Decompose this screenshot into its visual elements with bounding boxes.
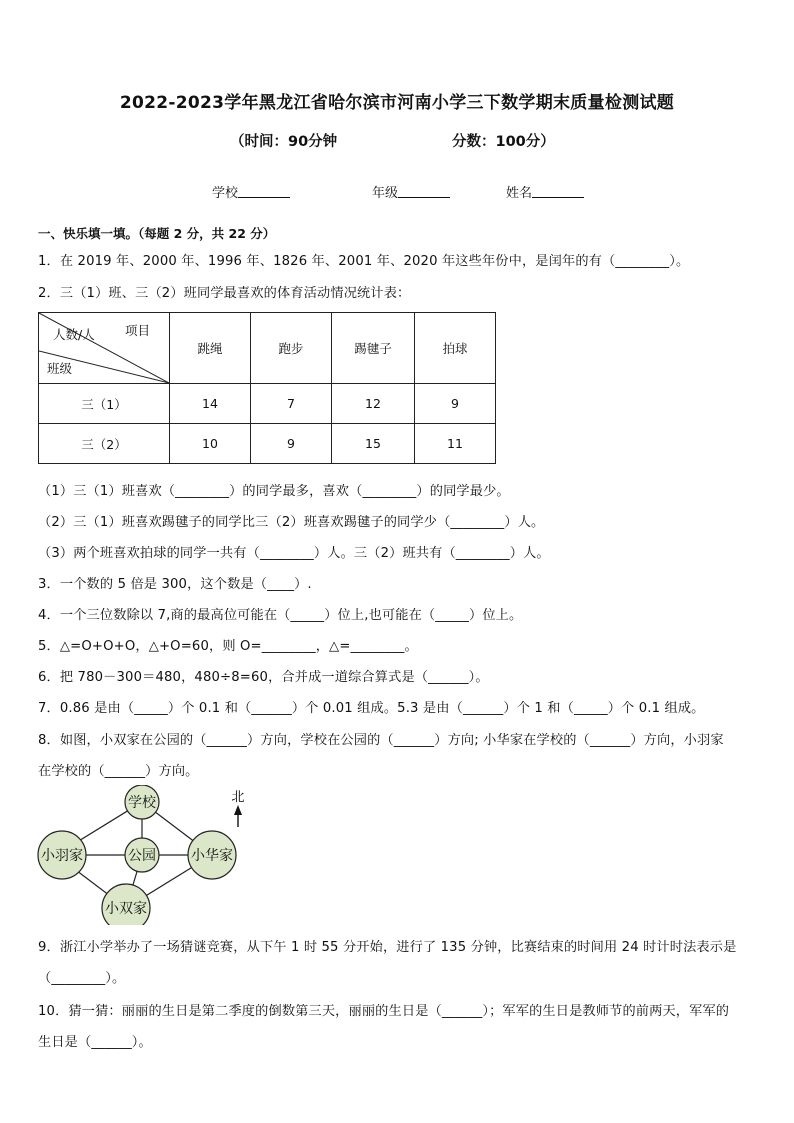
table-cell: 9 bbox=[415, 384, 496, 424]
column-header: 跳绳 bbox=[170, 313, 251, 384]
question-6: 6．把 780－300＝480，480÷8=60，合并成一道综合算式是（______）。 bbox=[38, 670, 489, 685]
row-label: 三（1） bbox=[39, 384, 170, 424]
school-blank[interactable] bbox=[238, 185, 290, 198]
table-row bbox=[39, 424, 496, 464]
table-cell: 7 bbox=[251, 384, 332, 424]
name-blank[interactable] bbox=[532, 185, 584, 198]
stats-table bbox=[38, 312, 496, 464]
question-2-2: （2）三（1）班喜欢踢毽子的同学比三（2）班喜欢踢毽子的同学少（________）人。 bbox=[38, 515, 545, 530]
question-9-line-1: 9．浙江小学举办了一场猜谜竞赛，从下午 1 时 55 分开始，进行了 135 分钟，比赛结束的时间用 24 时计时法表示是 bbox=[38, 940, 737, 955]
park-label: 公园 bbox=[128, 848, 156, 864]
question-9-line-2: （________）。 bbox=[38, 971, 126, 986]
row-label: 三（2） bbox=[39, 424, 170, 464]
direction-map bbox=[36, 785, 256, 925]
corner-label-count: 人数/人 bbox=[53, 327, 95, 342]
table-cell: 11 bbox=[415, 424, 496, 464]
question-8-line-1: 8．如图，小双家在公园的（______）方向，学校在公园的（______）方向; 小华家在学校的（______）方向，小羽家 bbox=[38, 733, 724, 748]
column-header: 踢毽子 bbox=[332, 313, 415, 384]
table-cell: 9 bbox=[251, 424, 332, 464]
table-header-row bbox=[39, 313, 496, 384]
question-8-line-2: 在学校的（______）方向。 bbox=[38, 764, 199, 779]
school-label: 学校 bbox=[212, 186, 239, 201]
north-arrow-icon bbox=[234, 805, 242, 827]
table-corner-cell bbox=[39, 313, 170, 384]
table-row bbox=[39, 384, 496, 424]
corner-label-item: 项目 bbox=[125, 323, 151, 338]
table-cell: 12 bbox=[332, 384, 415, 424]
grade-label: 年级 bbox=[372, 186, 399, 201]
column-header: 跑步 bbox=[251, 313, 332, 384]
school-label: 学校 bbox=[128, 795, 156, 811]
page-title: 2022-2023学年黑龙江省哈尔滨市河南小学三下数学期末质量检测试题 bbox=[119, 93, 675, 113]
question-10-line-1: 10．猜一猜：丽丽的生日是第二季度的倒数第三天，丽丽的生日是（______）；军军的生日是教师节的前两天，军军的 bbox=[38, 1004, 730, 1019]
xiaoshuang-label: 小双家 bbox=[105, 901, 147, 917]
name-field[interactable] bbox=[506, 182, 584, 201]
exam-time: （时间：90分钟 bbox=[230, 134, 338, 150]
school-field[interactable] bbox=[212, 182, 290, 201]
north-label: 北 bbox=[231, 790, 245, 805]
xiaoyu-label: 小羽家 bbox=[41, 848, 83, 864]
table-cell: 10 bbox=[170, 424, 251, 464]
column-header: 拍球 bbox=[415, 313, 496, 384]
question-2-1: （1）三（1）班喜欢（________）的同学最多，喜欢（________）的同学最少。 bbox=[38, 484, 510, 499]
question-3: 3．一个数的 5 倍是 300，这个数是（____）. bbox=[38, 577, 312, 592]
xiaohua-label: 小华家 bbox=[191, 848, 233, 864]
question-2: 2．三（1）班、三（2）班同学最喜欢的体育活动情况统计表： bbox=[38, 286, 411, 301]
question-10-line-2: 生日是（______）。 bbox=[38, 1035, 152, 1050]
question-7: 7．0.86 是由（_____）个 0.1 和（______）个 0.01 组成。5.3 是由（______）个 1 和（_____）个 0.1 组成。 bbox=[38, 701, 705, 716]
question-2-3: （3）两个班喜欢拍球的同学一共有（________）人。三（2）班共有（________）人。 bbox=[38, 546, 550, 561]
grade-blank[interactable] bbox=[398, 185, 450, 198]
name-label: 姓名 bbox=[506, 186, 533, 201]
corner-label-class: 班级 bbox=[47, 361, 73, 376]
question-4: 4．一个三位数除以 7,商的最高位可能在（_____）位上,也可能在（_____）位上。 bbox=[38, 608, 523, 623]
grade-field[interactable] bbox=[372, 182, 450, 201]
question-5: 5．△=O+O+O，△+O=60，则 O=________，△=________。 bbox=[38, 639, 418, 654]
table-cell: 14 bbox=[170, 384, 251, 424]
table-cell: 15 bbox=[332, 424, 415, 464]
exam-score: 分数：100分） bbox=[452, 134, 555, 150]
question-1: 1．在 2019 年、2000 年、1996 年、1826 年、2001 年、2020 年这些年份中，是闰年的有（________）。 bbox=[38, 254, 690, 269]
section-heading: 一、快乐填一填。（每题 2 分，共 22 分） bbox=[38, 226, 276, 241]
